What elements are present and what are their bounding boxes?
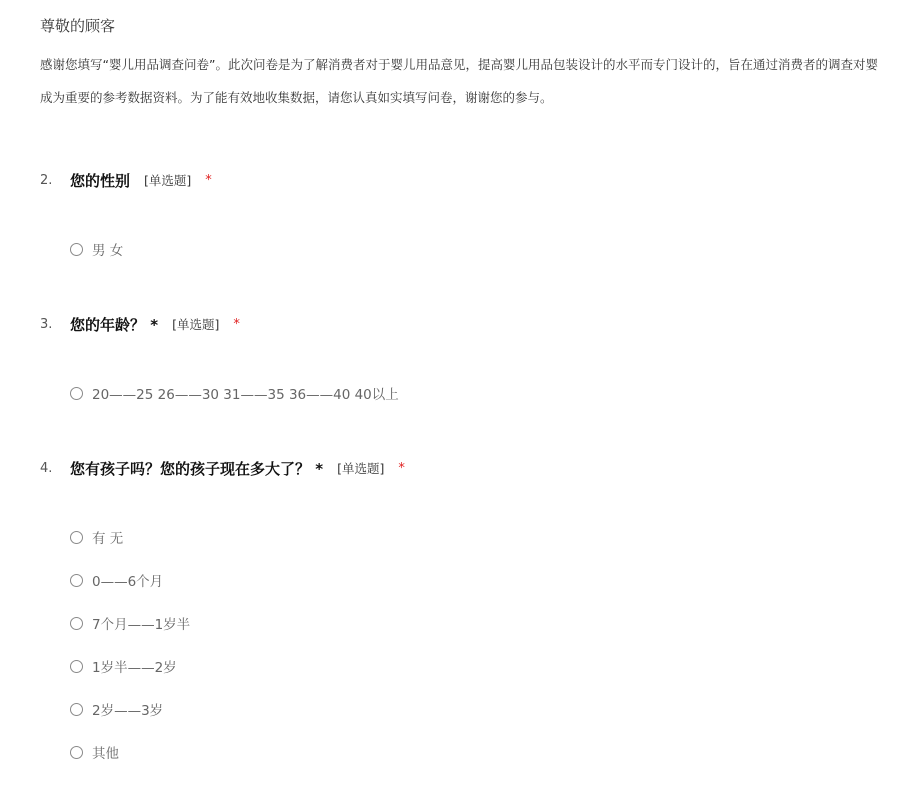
radio-button-icon[interactable] xyxy=(70,703,83,716)
question-number: 3. xyxy=(40,316,53,332)
radio-button-icon[interactable] xyxy=(70,746,83,759)
question-2-title xyxy=(40,168,212,192)
question-4-option-6[interactable] xyxy=(70,742,119,762)
question-text: 您的年龄？ * xyxy=(70,315,159,334)
intro-text-line-2: 成为重要的参考数据资料。为了能有效地收集数据，请您认真如实填写问卷，谢谢您的参与。 xyxy=(40,90,553,105)
option-label: 男 女 xyxy=(92,243,124,259)
greeting-heading: 尊敬的顾客 xyxy=(40,17,116,35)
option-label: 7个月——1岁半 xyxy=(92,617,191,633)
radio-button-icon[interactable] xyxy=(70,660,83,673)
question-text: 您的性别 xyxy=(70,171,131,190)
question-type-label: [单选题] xyxy=(144,173,192,188)
question-number: 4. xyxy=(40,460,53,476)
option-label: 0——6个月 xyxy=(92,574,164,590)
radio-button-icon[interactable] xyxy=(70,387,83,400)
option-label: 2岁——3岁 xyxy=(92,703,164,719)
question-4-option-4[interactable] xyxy=(70,656,177,676)
radio-button-icon[interactable] xyxy=(70,617,83,630)
question-4-option-1[interactable] xyxy=(70,527,123,547)
question-4-option-3[interactable] xyxy=(70,613,190,633)
option-label: 20——25 26——30 31——35 36——40 40以上 xyxy=(92,387,399,403)
intro-text-line-1: 感谢您填写“婴儿用品调查问卷”。此次问卷是为了解消费者对于婴儿用品意见，提高婴儿用品包装设计的水平而专门设计的，旨在通过消费者的调查对婴 xyxy=(40,57,878,72)
required-mark: * xyxy=(233,316,240,332)
question-3-title xyxy=(40,312,240,336)
question-type-label: [单选题] xyxy=(172,317,220,332)
required-mark: * xyxy=(205,172,212,188)
question-type-label: [单选题] xyxy=(337,461,385,476)
radio-button-icon[interactable] xyxy=(70,574,83,587)
question-4-option-2[interactable] xyxy=(70,570,163,590)
question-number: 2. xyxy=(40,172,53,188)
option-label: 1岁半——2岁 xyxy=(92,660,177,676)
question-2-option-1[interactable] xyxy=(70,239,123,259)
question-3-option-1[interactable] xyxy=(70,383,399,403)
radio-button-icon[interactable] xyxy=(70,531,83,544)
question-4-option-5[interactable] xyxy=(70,699,163,719)
question-text: 您有孩子吗？您的孩子现在多大了？ * xyxy=(70,459,324,478)
required-mark: * xyxy=(398,460,405,476)
option-label: 有 无 xyxy=(92,531,124,547)
question-4-title xyxy=(40,456,405,480)
option-label: 其他 xyxy=(92,746,119,762)
radio-button-icon[interactable] xyxy=(70,243,83,256)
